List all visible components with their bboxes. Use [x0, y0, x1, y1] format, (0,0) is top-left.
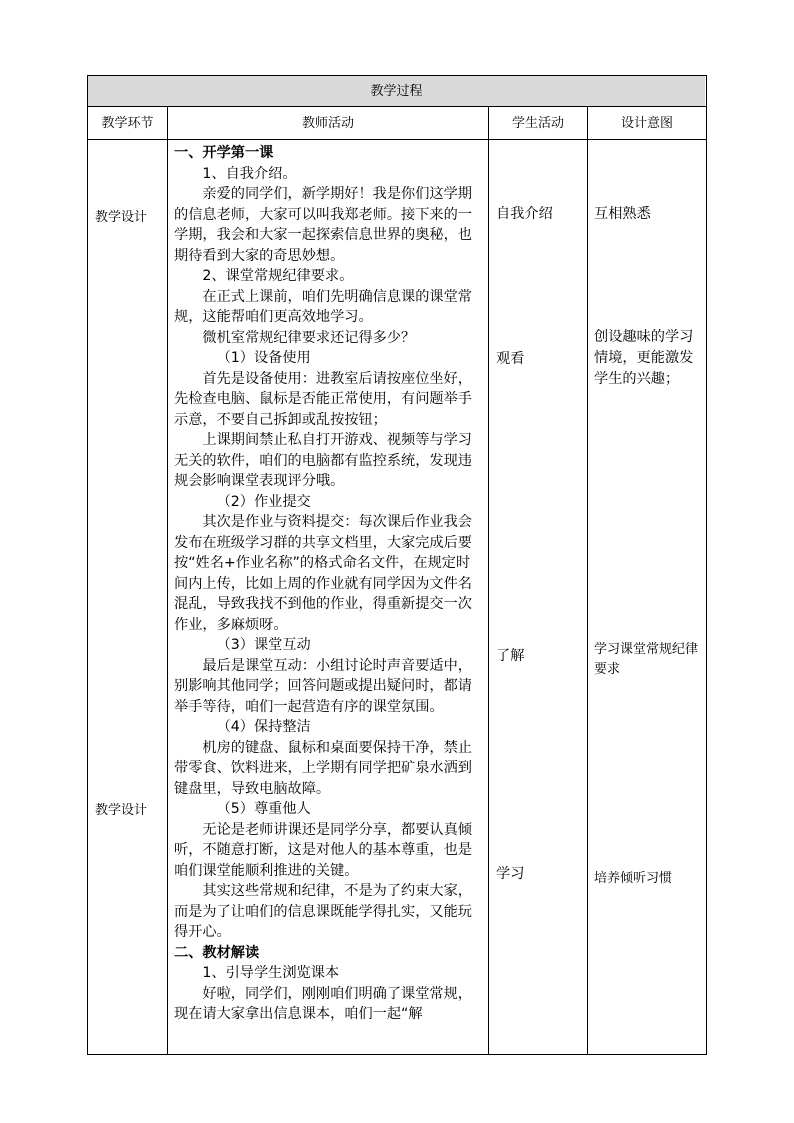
- table-border-top: [87, 75, 707, 76]
- paragraph: 亲爱的同学们，新学期好！我是你们这学期的信息老师，大家可以叫我郑老师。接下来的一学期，我会和大家一起探索信息世界的奥秘，也期待看到大家的奇思妙想。: [174, 186, 472, 264]
- col-divider-2: [488, 106, 489, 1055]
- paragraph: 首先是设备使用：进教室后请按座位坐好，先检查电脑、鼠标是否能正常使用，有问题举手示意，不要自己拆卸或乱按按钮；: [174, 370, 472, 428]
- paragraph: 上课期间禁止私自打开游戏、视频等与学习无关的软件，咱们的电脑都有监控系统，发现违规会影响课堂表现评分哦。: [174, 432, 472, 489]
- teacher-activity-text: [174, 143, 483, 1025]
- paragraph: 最后是课堂互动：小组讨论时声音要适中，别影响其他同学；回答问题或提出疑问时，都请举手等待，咱们一起营造有序的课堂氛围。: [174, 657, 472, 715]
- subheading: （3）课堂互动: [216, 637, 311, 653]
- student-activity: 观看: [496, 351, 525, 367]
- subheading: （2）作业提交: [216, 493, 311, 510]
- design-intent: 创设趣味的学习情境，更能激发学生的兴趣；: [594, 329, 694, 387]
- stage-label: 教学设计: [95, 803, 148, 818]
- subheading: （5）尊重他人: [216, 801, 311, 817]
- stage-label: 教学设计: [95, 210, 148, 225]
- paragraph: 好啦，同学们，刚刚咱们明确了课堂常规，现在请大家拿出信息课本，咱们一起“解: [174, 985, 472, 1022]
- col-divider-1: [167, 106, 168, 1055]
- table-border-bottom: [87, 1054, 707, 1055]
- paragraph: 微机室常规纪律要求还记得多少？: [202, 329, 416, 346]
- header-design-intent: 设计意图: [620, 116, 673, 131]
- table-border-left: [87, 75, 88, 1055]
- subheading: （4）保持整洁: [216, 719, 311, 735]
- section-heading: 二、教材解读: [174, 944, 260, 961]
- paragraph: 其次是作业与资料提交：每次课后作业我会发布在班级学习群的共享文档里，大家完成后要按“姓名+作业名称”的格式命名文件，在规定时间内上传，比如上周的作业就有同学因为文件名混乱，导致我找不到他的作业，得重新提交一次作业，多麻烦呀。: [174, 514, 472, 633]
- paragraph: 无论是老师讲课还是同学分享，都要认真倾听，不随意打断，这是对他人的基本尊重，也是咱们课堂能顺利推进的关键。: [174, 821, 472, 879]
- table-border-right: [706, 75, 707, 1055]
- paragraph: 其实这些常规和纪律，不是为了约束大家，而是为了让咱们的信息课既能学得扎实，又能玩得开心。: [174, 883, 472, 940]
- paragraph: 2、课堂常规纪律要求。: [202, 268, 354, 284]
- design-intent: 培养倾听习惯: [594, 871, 673, 886]
- student-activity: 学习: [496, 866, 525, 882]
- row-divider-header: [87, 139, 707, 140]
- paragraph: 1、自我介绍。: [202, 165, 297, 182]
- header-student-activity: 学生活动: [511, 116, 564, 131]
- table-title: 教学过程: [370, 84, 423, 99]
- paragraph: 机房的键盘、鼠标和桌面要保持干净，禁止带零食、饮料进来，上学期有同学把矿泉水洒到键盘里，导致电脑故障。: [174, 739, 472, 797]
- section-heading: 一、开学第一课: [174, 145, 274, 161]
- header-teacher-activity: 教师活动: [301, 116, 354, 131]
- paragraph: 1、引导学生浏览课本: [202, 965, 340, 981]
- student-activity: 自我介绍: [496, 206, 553, 222]
- header-stage: 教学环节: [101, 116, 154, 131]
- paragraph: 在正式上课前，咱们先明确信息课的课堂常规，这能帮咱们更高效地学习。: [174, 288, 472, 325]
- subheading: （1）设备使用: [216, 350, 311, 366]
- student-activity: 了解: [496, 648, 525, 664]
- design-intent: 互相熟悉: [594, 206, 651, 222]
- col-divider-3: [587, 106, 588, 1055]
- design-intent: 学习课堂常规纪律要求: [594, 642, 699, 677]
- row-divider-title: [87, 106, 707, 107]
